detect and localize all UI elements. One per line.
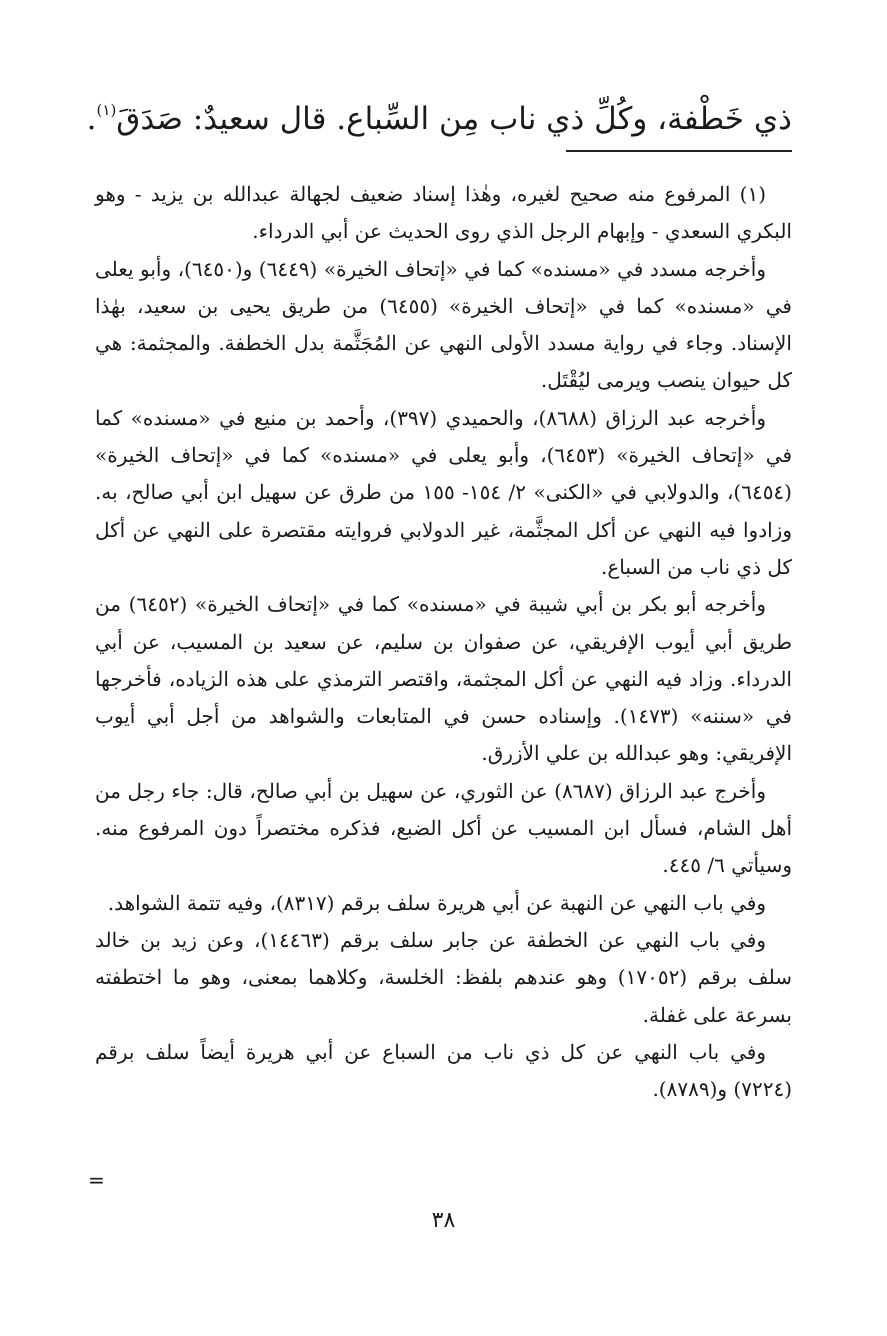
footnote-paragraph-6: وفي باب النهي عن النهبة عن أبي هريرة سلف برقم (٨٣١٧)، وفيه تتمة الشواهد. [107, 890, 766, 915]
footnote-paragraph-4: وأخرجه أبو بكر بن أبي شيبة في «مسنده» كما في «إتحاف الخيرة» (٦٤٥٢) من طريق أبي أيوب الإفريقي، عن صفوان بن سليم، عن سعيد بن المسيب، عن أبي الدرداء. وزاد فيه النهي عن أكل المجثمة، واقتصر الترمذي على هذه الزياده، فأخرجها في «سننه» (١٤٧٣). وإسناده حسن في المتابعات والشواهد من أجل أبي أيوب الإفريقي: وهو عبدالله بن علي الأزرق. [95, 592, 792, 766]
footnotes-block [95, 176, 792, 1108]
main-text-line [86, 86, 792, 143]
footnote-paragraph-2: وأخرجه مسدد في «مسنده» كما في «إتحاف الخيرة» (٦٤٤٩) و(٦٤٥٠)، وأبو يعلى في «مسنده» كما في «إتحاف الخيرة» (٦٤٥٥) من طريق يحيى بن سعيد، بهٰذا الإسناد. وجاء في رواية مسدد الأولى النهي عن المُجَثَّمة بدل الخطفة. والمجثمة: هي كل حيوان ينصب ويرمى ليُقْتَل. [95, 256, 792, 393]
footnote-paragraph-3: وأخرجه عبد الرزاق (٨٦٨٨)، والحميدي (٣٩٧)، وأحمد بن منيع في «مسنده» كما في «إتحاف الخيرة» (٦٤٥٣)، وأبو يعلى في «مسنده» كما في «إتحاف الخيرة» (٦٤٥٤)، والدولابي في «الكنى» ٢/ ١٥٤- ١٥٥ من طرق عن سهيل ابن أبي صالح، به. وزادوا فيه النهي عن أكل المجثَّمة، غير الدولابي فروايته مقتصرة على النهي عن أكل كل ذي ناب من السباع. [95, 405, 793, 579]
footnote-separator [566, 150, 792, 152]
footnote-paragraph-8: وفي باب النهي عن كل ذي ناب من السباع عن أبي هريرة أيضاً سلف برقم (٧٢٢٤) و(٨٧٨٩). [95, 1039, 792, 1102]
page-number: ٣٨ [431, 1208, 456, 1233]
main-text-end: . [86, 101, 97, 137]
footnote-paragraph-1: (١) المرفوع منه صحيح لغيره، وهٰذا إسناد ضعيف لجهالة عبدالله بن يزيد - وهو البكري السعدي - وإبهام الرجل الذي روى الحديث عن أبي الدرداء. [95, 182, 792, 244]
footnote-paragraph-7: وفي باب النهي عن الخطفة عن جابر سلف برقم (١٤٤٦٣)، وعن زيد بن خالد سلف برقم (١٧٠٥٢) وهو عندهم بلفظ: الخلسة، وكلاهما بمعنى، وهو ما اختطفته بسرعة على غفلة. [95, 927, 792, 1027]
main-text: ذي خَطْفة، وكُلِّ ذي ناب مِن السِّباع. قال سعيدٌ: صَدَقَ [116, 101, 792, 137]
footnote-paragraph-5: وأخرج عبد الرزاق (٨٦٨٧) عن الثوري، عن سهيل بن أبي صالح، قال: جاء رجل من أهل الشام، فسأل ابن المسيب عن أكل الضبع، فذكره مختصراً دون المرفوع منه. وسيأتي ٦/ ٤٤٥. [95, 778, 792, 878]
footnote-reference: (١) [96, 101, 117, 119]
continuation-mark: = [88, 1168, 105, 1192]
